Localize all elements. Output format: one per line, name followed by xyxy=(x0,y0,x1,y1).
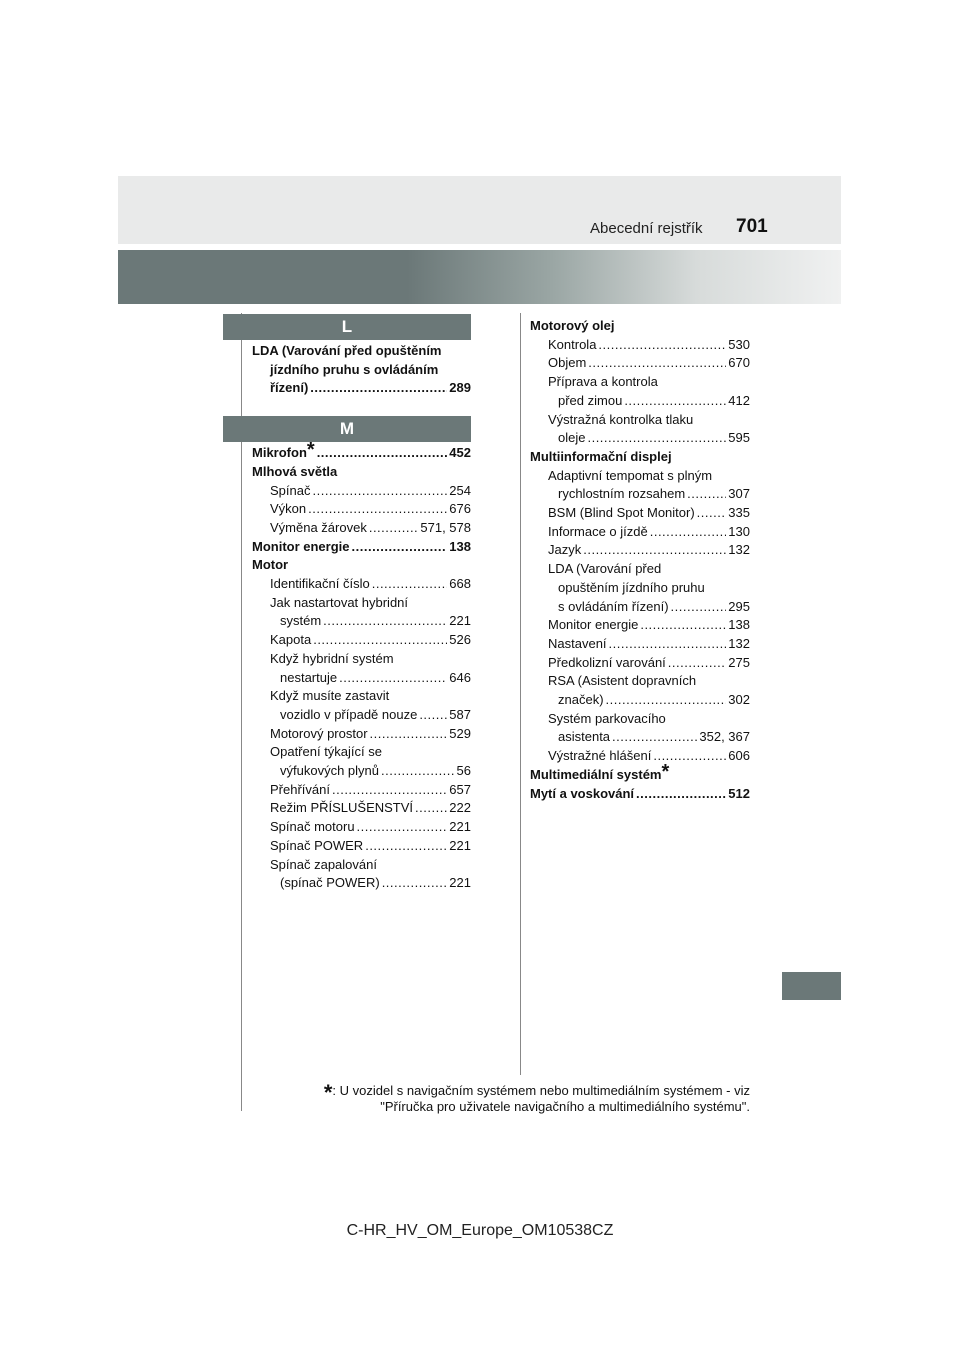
index-entry: RSA (Asistent dopravních xyxy=(548,673,697,689)
index-entry: rychlostním rozsahem ..... 307 xyxy=(530,485,750,504)
index-entry: Mikrofon* ..... 452 xyxy=(252,444,471,463)
index-entry: (spínač POWER) ..... 221 xyxy=(252,874,471,893)
footnote-star: * xyxy=(661,760,670,783)
index-heading: Motor xyxy=(252,557,289,573)
index-entry: oleje ..... 595 xyxy=(530,429,750,448)
document-code: C-HR_HV_OM_Europe_OM10538CZ xyxy=(346,1222,614,1239)
index-entry: Systém parkovacího xyxy=(548,710,666,726)
index-entry: Výstražná kontrolka tlaku xyxy=(548,411,694,427)
index-entry: Režim PŘÍSLUŠENSTVÍ ..... 222 xyxy=(252,799,471,818)
header-band xyxy=(118,176,841,244)
index-entry: vozidlo v případě nouze ..... 587 xyxy=(252,706,471,725)
index-entry: LDA (Varování před opuštěním xyxy=(252,343,442,358)
index-entry: Kontrola ..... 530 xyxy=(530,336,750,355)
index-entry: asistenta ..... 352, 367 xyxy=(530,728,750,747)
index-entry: výfukových plynů ..... 56 xyxy=(252,762,471,781)
index-entry: Příprava a kontrola xyxy=(548,374,658,390)
section-header-L: L xyxy=(223,314,471,340)
index-entry: Objem ..... 670 xyxy=(530,354,750,373)
index-heading: Multimediální systém* xyxy=(530,760,670,783)
index-entry: Adaptivní tempomat s plným xyxy=(548,467,713,483)
page-number: 701 xyxy=(736,216,768,237)
index-entry: Motorový prostor ..... 529 xyxy=(252,725,471,744)
index-entry: Jazyk ..... 132 xyxy=(530,541,750,560)
index-entry: Přehřívání ..... 657 xyxy=(252,781,471,800)
index-entry: Spínač POWER ..... 221 xyxy=(252,837,471,856)
page-title: Abecední rejstřík xyxy=(590,220,703,237)
index-entry: LDA (Varování před xyxy=(548,561,662,577)
header-gradient-band xyxy=(118,250,841,304)
index-entry: s ovládáním řízení) ..... 295 xyxy=(530,598,750,617)
index-heading: Multiinformační displej xyxy=(530,448,672,464)
index-entry: Když musíte zastavit xyxy=(270,688,390,704)
index-entry: Výstražné hlášení ..... 606 xyxy=(530,747,750,766)
index-entry: Spínač ..... 254 xyxy=(252,482,471,501)
index-entry: značek) ..... 302 xyxy=(530,691,750,710)
index-entry: Předkolizní varování ..... 275 xyxy=(530,654,750,673)
index-entry: opuštěním jízdního pruhu xyxy=(558,579,705,595)
index-heading: Motorový olej xyxy=(530,318,615,333)
footnote-star: * xyxy=(323,1080,333,1105)
index-entry: jízdního pruhu s ovládáním xyxy=(270,361,439,377)
index-column-right xyxy=(530,317,750,803)
index-entry: nestartuje ..... 646 xyxy=(252,669,471,688)
index-entry: Kapota ..... 526 xyxy=(252,631,471,650)
index-entry: systém ..... 221 xyxy=(252,612,471,631)
index-entry: před zimou ..... 412 xyxy=(530,392,750,411)
column-divider-middle xyxy=(520,313,521,1075)
index-entry: Mytí a voskování ..... 512 xyxy=(530,785,750,804)
section-header-M: M xyxy=(223,416,471,442)
index-heading: Mlhová světla xyxy=(252,463,338,479)
index-entry: Výkon ..... 676 xyxy=(252,500,471,519)
index-entry: Když hybridní systém xyxy=(270,650,394,666)
index-entry: řízení) ..... 289 xyxy=(252,379,471,398)
index-entry: BSM (Blind Spot Monitor) ..... 335 xyxy=(530,504,750,523)
index-entry: Výměna žárovek ..... 571, 578 xyxy=(252,519,471,538)
index-entry: Opatření týkající se xyxy=(270,744,382,760)
index-entry: Monitor energie ..... 138 xyxy=(530,616,750,635)
index-entry: Monitor energie ..... 138 xyxy=(252,538,471,557)
page-ref: 452 xyxy=(449,445,471,461)
footnote: *: U vozidel s navigačním systémem nebo multimediálním systémem - viz "Příručka pro uživatele navigačního a multimediálního systému". xyxy=(323,1080,750,1114)
index-entry: Jak nastartovat hybridní xyxy=(270,594,409,610)
chapter-tab xyxy=(782,972,841,1000)
page-ref: 289 xyxy=(449,380,471,396)
footnote-star: * xyxy=(306,438,315,461)
index-entry: Informace o jízdě ..... 130 xyxy=(530,523,750,542)
index-entry: Spínač zapalování xyxy=(270,856,377,872)
index-entry: Spínač motoru ..... 221 xyxy=(252,818,471,837)
index-entry: Nastavení ..... 132 xyxy=(530,635,750,654)
index-entry: Identifikační číslo ..... 668 xyxy=(252,575,471,594)
index-column-left xyxy=(252,317,471,893)
